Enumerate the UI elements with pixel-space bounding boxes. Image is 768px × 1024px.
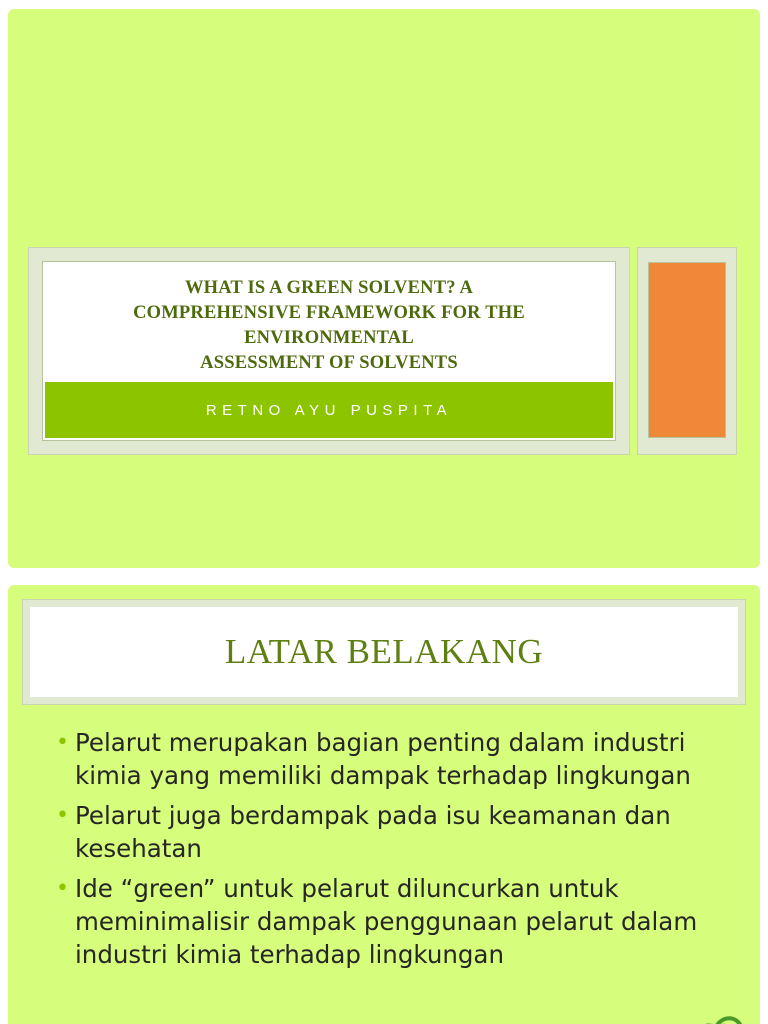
author-name: RETNO AYU PUSPITA — [205, 401, 453, 419]
subtitle-band — [45, 382, 613, 438]
accent-frame — [637, 247, 737, 455]
title-frame — [28, 247, 630, 455]
title-line: ASSESSMENT OF SOLVENTS — [200, 353, 458, 373]
title-line: WHAT IS A GREEN SOLVENT? A — [184, 278, 474, 298]
title-slide — [8, 9, 760, 568]
green-handle-logo-icon — [684, 1005, 760, 1024]
bullet-list — [54, 726, 714, 978]
presentation-title — [43, 270, 615, 382]
heading-frame — [22, 599, 746, 705]
slide-heading: LATAR BELAKANG — [224, 632, 544, 671]
title-box — [42, 261, 616, 441]
bullet-item: • Pelarut juga berdampak pada isu keamanan dan kesehatan — [54, 799, 714, 865]
bullet-item: • Ide “green” untuk pelarut diluncurkan untuk meminimalisir dampak penggunaan pelarut dalam industri kimia terhadap lingkungan — [54, 872, 714, 971]
heading-box — [30, 607, 738, 697]
orange-accent-box — [648, 262, 726, 438]
bullet-item: • Pelarut merupakan bagian penting dalam industri kimia yang memiliki dampak terhadap lingkungan — [54, 726, 714, 792]
background-slide — [8, 585, 760, 1024]
title-line: ENVIRONMENTAL — [244, 328, 414, 348]
title-line: COMPREHENSIVE FRAMEWORK FOR THE — [133, 303, 525, 323]
